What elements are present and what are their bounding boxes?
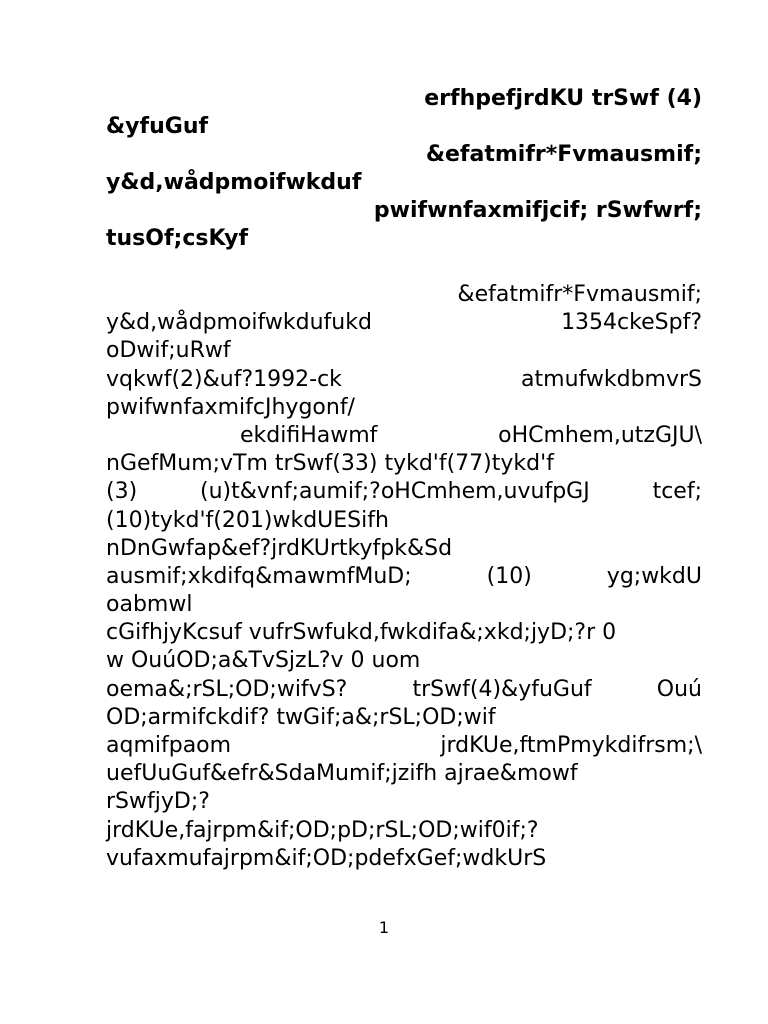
heading-line-3: &efatmifr*Fvmausmif; (425, 142, 702, 167)
body-text-segment: (3) (106, 479, 138, 505)
document-heading (106, 85, 702, 253)
body-line: oabmwl (106, 592, 193, 618)
body-text-segment: vqkwf(2)&uf?1992-ck (106, 366, 342, 392)
body-text-segment: y&d,wådpmoifwkdufukd (106, 310, 372, 336)
body-line: oDwif;uRwf (106, 338, 231, 364)
body-text-segment: trSwf(4)&yfuGuf (412, 676, 592, 702)
body-line (106, 676, 702, 704)
heading-line-1: erfhpefjrdKU trSwf (4) (424, 86, 702, 111)
body-line: (10)tykd'f(201)wkdUESifh (106, 507, 389, 533)
body-text-segment: jrdKUe,ftmPmykdifrsm;\ (440, 733, 702, 758)
body-text-segment: aqmifpaom (106, 733, 232, 758)
body-line: rSwfjyD;? (106, 789, 210, 815)
body-line: pwifwnfaxmifcJhygonf/ (106, 394, 355, 420)
body-text-segment: (10) (486, 563, 532, 589)
body-text-segment: yg;wkdU (606, 563, 702, 589)
body-text-segment: Ouú (656, 676, 702, 702)
body-line (106, 732, 702, 760)
body-line: uefUuGuf&efr&SdaMumif;jzifh ajrae&mowf (106, 761, 578, 787)
body-text-segment: 1354ckeSpf? (561, 310, 702, 336)
body-line: cGifhjyKcsuf vufrSwfukd,fwkdifa&;xkd;jyD;?r 0 (106, 620, 617, 646)
body-line (106, 478, 702, 506)
body-text-segment: (u)t&vnf;aumif;?oHCmhem,uvufpGJ (200, 479, 590, 505)
body-line: jrdKUe,fajrpm&if;OD;pD;rSL;OD;wif0if;? (106, 817, 539, 843)
heading-line-5: pwifwnfaxmifjcif; rSwfwrf; (373, 198, 702, 223)
page-number: 1 (378, 918, 390, 937)
body-text-segment: tcef; (652, 479, 702, 505)
heading-line-2: &yfuGuf (106, 114, 209, 139)
body-line: OD;armifckdif? twGif;a&;rSL;OD;wif (106, 704, 496, 730)
body-line (106, 366, 702, 394)
heading-line-4: y&d,wådpmoifwkduf (106, 170, 362, 195)
body-line: nDnGwfap&ef?jrdKUrtkyfpk&Sd (106, 535, 453, 561)
document-body (106, 281, 702, 873)
body-line (106, 422, 702, 450)
body-line (106, 309, 702, 337)
body-line: nGefMum;vTm trSwf(33) tykd'f(77)tykd'f (106, 451, 554, 477)
body-text-segment: oema&;rSL;OD;wifvS? (106, 676, 348, 702)
body-line: &efatmifr*Fvmausmif; (457, 282, 702, 307)
body-line: w OuúOD;a&TvSjzL?v 0 uom (106, 648, 421, 674)
body-line: vufaxmufajrpm&if;OD;pdefxGef;wdkUrS (106, 845, 547, 871)
body-text-segment: ausmif;xkdifq&mawmfMuD; (106, 563, 412, 589)
heading-line-6: tusOf;csKyf (106, 226, 249, 251)
body-text-segment: oHCmhem,utzGJU\ (498, 422, 702, 448)
body-text-segment: ekdifiHawmf (240, 422, 378, 448)
body-line (106, 563, 702, 591)
body-text-segment: atmufwkdbmvrS (521, 366, 702, 392)
